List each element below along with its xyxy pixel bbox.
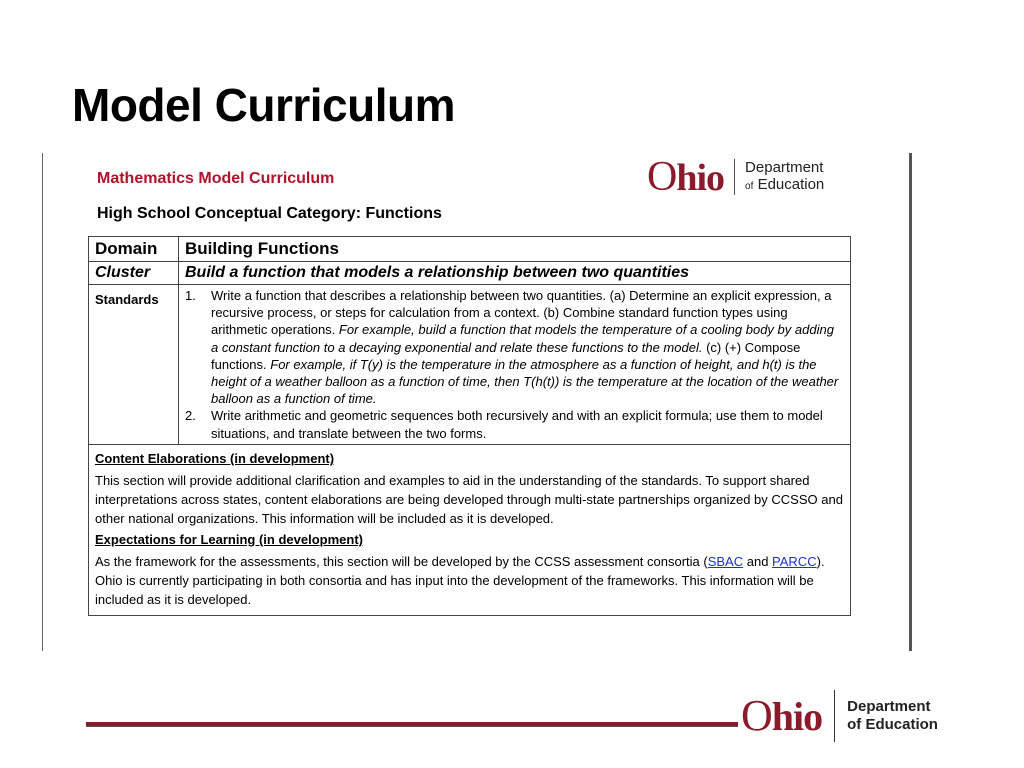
standard-text: Write arithmetic and geometric sequences both recursively and with an explicit formula; use them to model situations, and translate between the two forms.	[211, 408, 823, 441]
domain-label: Domain	[89, 237, 179, 262]
standard-number: 1.	[185, 288, 196, 303]
cluster-value: Build a function that models a relationship between two quantities	[179, 262, 851, 285]
domain-row	[89, 237, 851, 262]
standard-text: Write a function that describes a relationship between two quantities. (a) Determine an explicit expression, a recursive process, or steps for calculation from a context. (b) Combine standard function types using arithmetic operations. For example, build a function that models the temperature of a cooling body by adding a constant function to a decaying exponential and relate these functions to the model. (c) (+) Compose functions. For example, if T(y) is the temperature in the atmosphere as a function of height, and h(t) is the height of a weather balloon as a function of time, then T(h(t)) is the temperature at the location of the weather balloon as a function of time.	[211, 288, 839, 407]
logo-divider	[734, 159, 735, 195]
footer-divider-line	[86, 722, 738, 727]
domain-value: Building Functions	[179, 237, 851, 262]
parcc-link[interactable]: PARCC	[772, 553, 817, 569]
standards-list	[185, 287, 844, 442]
standard-number: 2.	[185, 408, 196, 424]
curriculum-document	[42, 153, 912, 651]
document-subtitle: High School Conceptual Category: Functions	[97, 205, 442, 222]
content-elaborations-heading: Content Elaborations (in development)	[95, 450, 335, 466]
standards-label: Standards	[89, 285, 179, 445]
logo-department-text-footer: Department of Education	[847, 698, 938, 733]
sbac-link[interactable]: SBAC	[707, 553, 744, 569]
standard-item	[185, 407, 844, 441]
expectations-text: As the framework for the assessments, this section will be developed by the CCSS assessment consortia (SBAC and PARCC). Ohio is currently participating in both consortia and has input into the development of the frameworks. This information will be included as it is developed.	[95, 553, 825, 607]
ohio-logo-top	[647, 156, 824, 198]
cluster-label: Cluster	[89, 262, 179, 285]
elaborations-cell	[89, 444, 851, 615]
slide-title: Model Curriculum	[72, 79, 456, 131]
ohio-wordmark: Ohio	[647, 154, 725, 200]
content-elaborations-text: This section will provide additional clarification and examples to aid in the understanding of the standards. To support shared interpretations across states, content elaborations are being developed through multi-state partnerships organized by CCSSO and other national organizations. This information will be included as it is developed.	[95, 472, 843, 526]
ohio-wordmark-footer: Ohio	[741, 691, 823, 740]
standard-item	[185, 287, 844, 407]
standards-row	[89, 285, 851, 445]
document-header-title: Mathematics Model Curriculum	[97, 170, 335, 187]
logo-department-text: Department of Education	[745, 159, 825, 193]
expectations-heading: Expectations for Learning (in development)	[95, 531, 363, 547]
logo-divider-footer	[834, 690, 835, 742]
curriculum-table	[88, 236, 851, 616]
elaborations-row	[89, 444, 851, 615]
cluster-row	[89, 262, 851, 285]
standards-list-cell	[179, 285, 851, 445]
ohio-logo-footer	[741, 690, 938, 742]
